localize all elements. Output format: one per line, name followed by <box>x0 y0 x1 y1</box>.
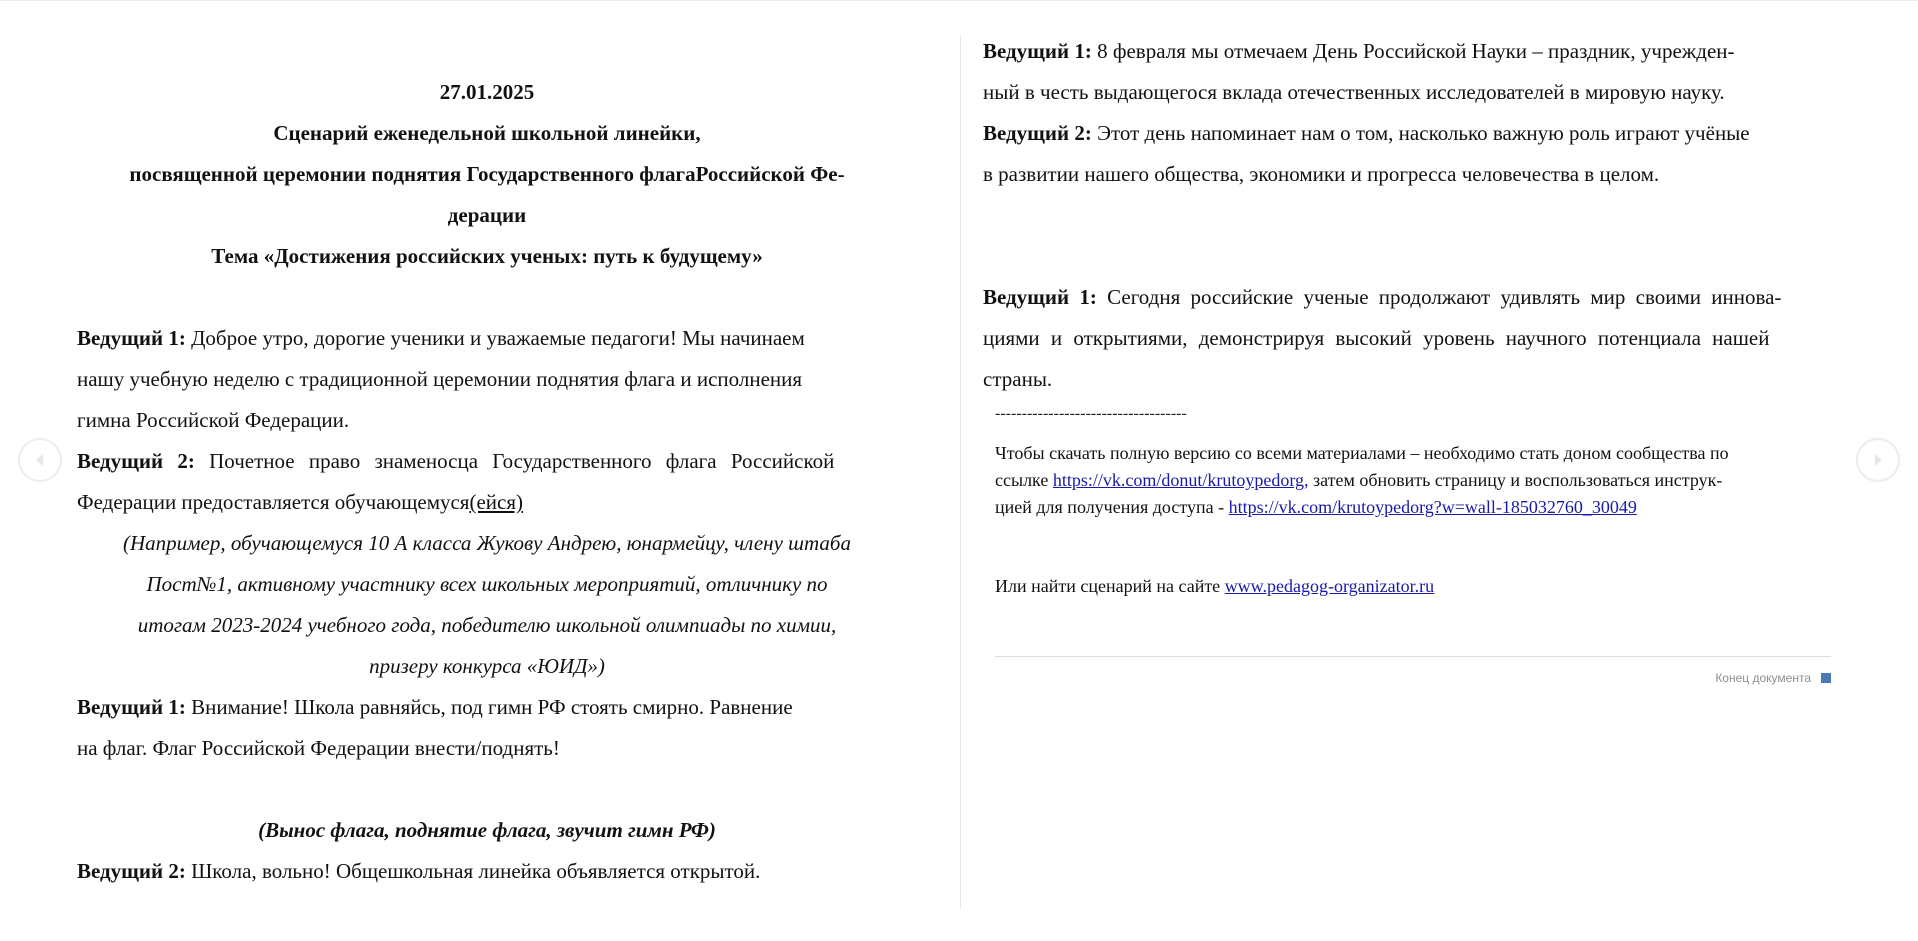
note-line-4: призеру конкурса «ЮИД») <box>369 654 605 678</box>
paragraph-1-line-1 <box>77 318 897 359</box>
paragraph-3-line-2: на флаг. Флаг Российской Федерации внести/поднять! <box>77 736 560 760</box>
paragraph-1-line-3: гимна Российской Федерации. <box>77 408 350 432</box>
promo-line-3 <box>995 494 1831 521</box>
right-paragraph-1-line-1 <box>983 31 1833 72</box>
right-paragraph-3-line-2: циями и открытиями, демонстрируя высокий уровень научного потенциала нашей <box>983 326 1770 350</box>
end-of-document-marker <box>995 668 1831 688</box>
speaker-label: Ведущий 2: <box>77 859 186 883</box>
paragraph-text: Этот день напоминает нам о том, насколько важную роль играют учёные <box>1091 121 1750 145</box>
promo-text: ссылке <box>995 470 1053 490</box>
note-line-3: итогам 2023-2024 учебного года, победителю школьной олимпиады по химии, <box>137 613 837 637</box>
paragraph-4 <box>77 851 897 892</box>
speaker-label: Ведущий 2: <box>77 449 195 473</box>
paragraph-1-line-2: нашу учебную неделю с традиционной церемонии поднятия флага и исполнения <box>77 367 803 391</box>
speaker-label: Ведущий 1: <box>77 695 186 719</box>
speaker-label: Ведущий 1: <box>983 285 1097 309</box>
right-paragraph-2-line-2: в развитии нашего общества, экономики и прогресса человечества в целом. <box>983 162 1660 186</box>
promo-block <box>983 404 1831 688</box>
promo-line-2 <box>995 467 1831 494</box>
paragraph-text: 8 февраля мы отмечаем День Российской Науки – праздник, учрежден- <box>1091 39 1735 63</box>
next-page-button[interactable] <box>1856 438 1900 482</box>
note-line-1: (Например, обучающемуся 10 А класса Жукову Андрею, юнармейцу, члену штаба <box>123 531 851 555</box>
site-text: Или найти сценарий на сайте <box>995 576 1225 596</box>
page-divider <box>960 36 961 908</box>
right-paragraph-2-line-1 <box>983 113 1833 154</box>
paragraph-text: Сегодня российские ученые продолжают удивлять мир своими иннова- <box>1096 285 1782 309</box>
end-label: Конец документа <box>1715 671 1811 685</box>
promo-text: цией для получения доступа - <box>995 497 1229 517</box>
chevron-right-icon <box>1870 452 1886 468</box>
site-line <box>995 573 1831 600</box>
site-link[interactable]: www.pedagog-organizator.ru <box>1224 576 1435 596</box>
stage-direction: (Вынос флага, поднятие флага, звучит гимн РФ) <box>258 818 716 842</box>
promo-line-1: Чтобы скачать полную версию со всеми материалами – необходимо стать доном сообщества по <box>995 443 1729 463</box>
title-line-1: Сценарий еженедельной школьной линейки, <box>273 121 701 145</box>
paragraph-3-line-1 <box>77 687 897 728</box>
title-line-2: посвященной церемонии поднятия Государственного флагаРоссийской Фе- <box>129 162 845 186</box>
end-square-icon <box>1821 673 1831 683</box>
gender-suffix: (ейся) <box>469 490 523 514</box>
chevron-left-icon <box>32 452 48 468</box>
right-paragraph-3-line-1 <box>983 277 1833 318</box>
wall-post-link[interactable]: https://vk.com/krutoypedorg?w=wall-185032760_30049 <box>1228 497 1637 517</box>
paragraph-text: Школа, вольно! Общешкольная линейка объявляется открытой. <box>185 859 761 883</box>
speaker-label: Ведущий 1: <box>77 326 186 350</box>
speaker-label: Ведущий 1: <box>983 39 1092 63</box>
paragraph-2-line-2 <box>77 482 897 523</box>
top-border <box>0 0 1918 1</box>
title-line-3: дерации <box>447 203 527 227</box>
page-left <box>77 72 897 892</box>
donut-link[interactable]: https://vk.com/donut/krutoypedorg, <box>1052 470 1309 490</box>
speaker-label: Ведущий 2: <box>983 121 1092 145</box>
paragraph-2-line-1 <box>77 441 897 482</box>
paragraph-text: Почетное право знаменосца Государственного флага Российской <box>194 449 835 473</box>
document-date: 27.01.2025 <box>439 80 535 104</box>
paragraph-text: Доброе утро, дорогие ученики и уважаемые педагоги! Мы начинаем <box>185 326 805 350</box>
promo-text: затем обновить страницу и воспользоваться инструк- <box>1308 470 1723 490</box>
theme-line: Тема «Достижения российских ученых: путь к будущему» <box>211 244 763 268</box>
right-paragraph-1-line-2: ный в честь выдающегося вклада отечественных исследователей в мировую науку. <box>983 80 1725 104</box>
dashes-separator: ------------------------------------ <box>995 405 1187 422</box>
right-paragraph-3-line-3: страны. <box>983 367 1053 391</box>
page-right <box>983 31 1833 688</box>
note-line-2: Пост№1, активному участнику всех школьных мероприятий, отличнику по <box>146 572 828 596</box>
paragraph-text: Федерации предоставляется обучающемуся <box>77 490 470 514</box>
paragraph-text: Внимание! Школа равняйсь, под гимн РФ стоять смирно. Равнение <box>185 695 793 719</box>
previous-page-button[interactable] <box>18 438 62 482</box>
